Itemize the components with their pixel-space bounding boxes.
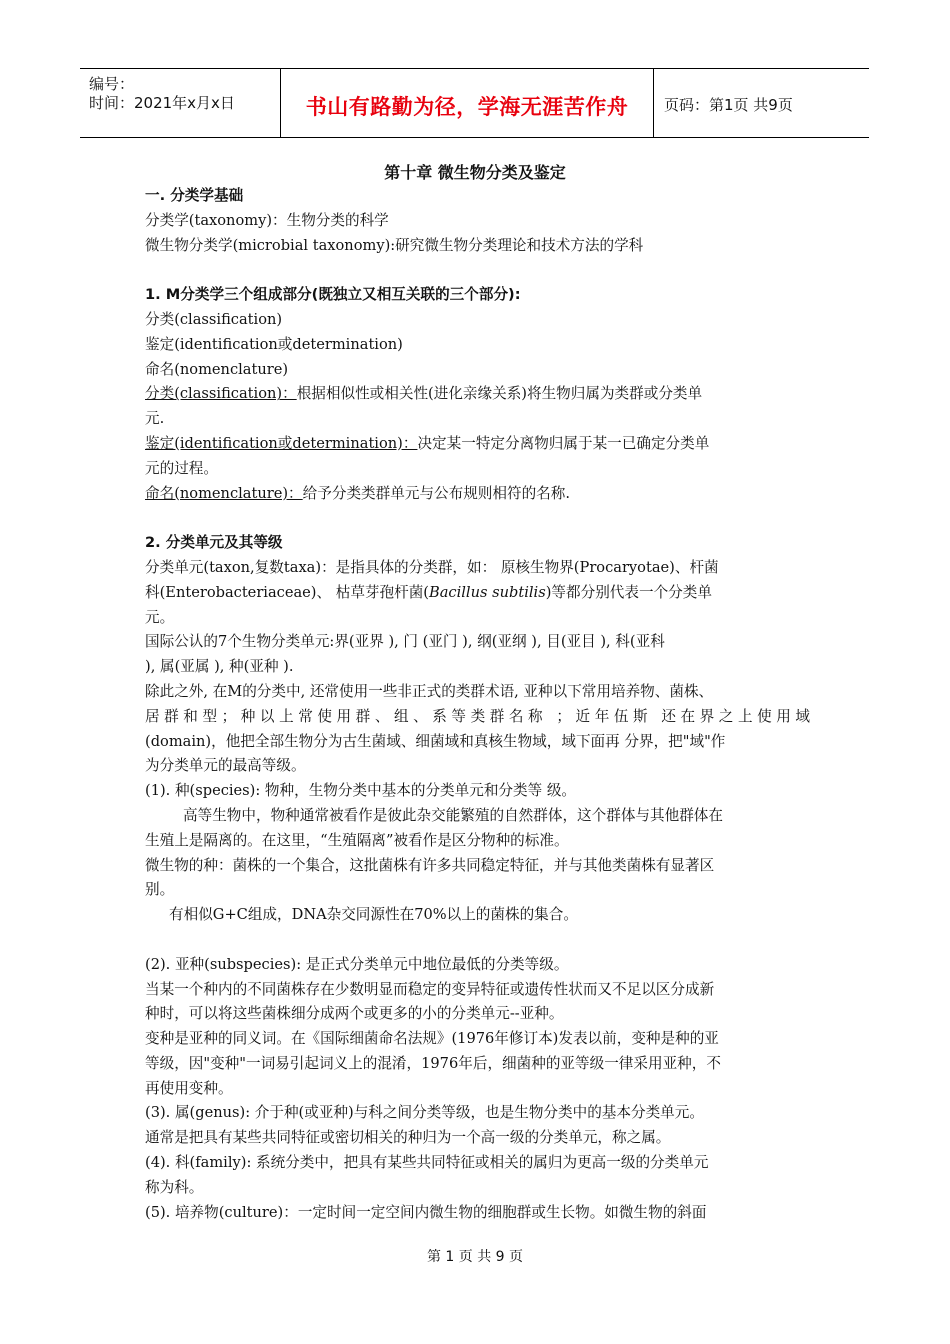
definition-text: 根据相似性或相关性(进化亲缘关系)将生物归属为类群或分类单 xyxy=(296,385,703,403)
page-number-label: 页码：第1页 共9页 xyxy=(664,96,793,114)
paragraph-line: 元的过程。 xyxy=(145,459,218,477)
page-header xyxy=(80,68,869,138)
section-heading: 一. 分类学基础 xyxy=(145,187,244,204)
paragraph-line: 为分类单元的最高等级。 xyxy=(145,757,306,775)
paragraph-line: 当某一个种内的不同菌株存在少数明显而稳定的变异特征或遗传性状而又不足以区分成新 xyxy=(145,980,715,998)
paragraph-line: (2). 亚种(subspecies): 是正式分类单元中地位最低的分类等级。 xyxy=(145,955,569,973)
paragraph-line: (5). 培养物(culture)：一定时间一定空间内微生物的细胞群或生长物。如微生物的斜面 xyxy=(145,1203,707,1221)
paragraph-line: 种时，可以将这些菌株细分成两个或更多的小的分类单元--亚种。 xyxy=(145,1005,564,1023)
subsection-heading: 2. 分类单元及其等级 xyxy=(145,534,283,552)
blank-line xyxy=(145,506,810,531)
paragraph-line: 除此之外, 在M的分类中, 还常使用一些非正式的类群术语, 亚种以下常用培养物、菌株、 xyxy=(145,682,714,700)
header-left-cell xyxy=(80,69,281,137)
paragraph-line: 称为科。 xyxy=(145,1178,204,1196)
chapter-title: 第十章 微生物分类及鉴定 xyxy=(384,163,566,182)
paragraph-line: 微生物分类学(microbial taxonomy):研究微生物分类理论和技术方法的学科 xyxy=(145,236,644,254)
paragraph-line: 生殖上是隔离的。在这里，“生殖隔离”被看作是区分物种的标准。 xyxy=(145,831,569,849)
header-right-cell xyxy=(654,69,869,137)
blank-line xyxy=(145,258,810,283)
paragraph-line: 再使用变种。 xyxy=(145,1079,233,1097)
paragraph-line: 通常是把具有某些共同特征或密切相关的种归为一个高一级的分类单元，称之属。 xyxy=(145,1129,671,1147)
paragraph-line: 居群和型；种以上常使用群、组、系等类群名称 ；近年伍斯 还在界之上使用域 xyxy=(145,707,810,725)
paragraph-line: (domain)，他把全部生物分为古生菌域、细菌域和真核生物域，域下面再 分界，把"域"作 xyxy=(145,732,726,750)
term-classification: 分类(classification)： xyxy=(145,385,297,403)
paragraph-line: (4). 科(family): 系统分类中，把具有某些共同特征或相关的属归为更高一级的分类单元 xyxy=(145,1154,709,1172)
paragraph-line: ), 属(亚属 ), 种(亚种 ). xyxy=(145,658,294,676)
paragraph-line xyxy=(145,581,810,606)
paragraph-line: 元。 xyxy=(145,608,175,626)
paragraph-line: 微生物的种：菌株的一个集合，这批菌株有许多共同稳定特征，并与其他类菌株有显著区 xyxy=(145,856,715,874)
paragraph-line: 命名(nomenclature) xyxy=(145,360,289,378)
subsection-heading: 1. M分类学三个组成部分(既独立又相互关联的三个部分): xyxy=(145,286,521,304)
paragraph-line: 高等生物中，物种通常被看作是彼此杂交能繁殖的自然群体，这个群体与其他群体在 xyxy=(183,806,723,824)
term-nomenclature: 命名(nomenclature)： xyxy=(145,484,303,502)
definition-line xyxy=(145,482,810,507)
paragraph-line: 等级，因"变种"一词易引起词义上的混淆，1976年后，细菌种的亚等级一律采用亚种，不 xyxy=(145,1054,721,1072)
page-footer: 第 1 页 共 9 页 xyxy=(426,1249,524,1265)
definition-line xyxy=(145,432,810,457)
definition-line xyxy=(145,382,810,407)
text-segment: 科(Enterobacteriaceae)、 枯草芽孢杆菌( xyxy=(145,583,429,601)
time-label: 时间：2021年x月x日 xyxy=(89,94,235,112)
species-name: Bacillus subtilis xyxy=(429,583,546,601)
paragraph-line: 变种是亚种的同义词。在《国际细菌命名法规》(1976年修订本)发表以前，变种是种的亚 xyxy=(145,1030,719,1048)
paragraph-line: 分类单元(taxon,复数taxa)：是指具体的分类群，如： 原核生物界(Procaryotae)、杆菌 xyxy=(145,558,719,576)
paragraph-line: 国际公认的7个生物分类单元:界(亚界 ), 门 (亚门 ), 纲(亚纲 ), 目(亚目 ), 科(亚科 xyxy=(145,633,665,651)
paragraph-line: 分类学(taxonomy)：生物分类的科学 xyxy=(145,211,389,229)
paragraph-line: 别。 xyxy=(145,881,175,899)
paragraph-line: 元. xyxy=(145,410,165,428)
document-body xyxy=(145,184,810,1225)
blank-line xyxy=(145,928,810,953)
paragraph-line: 有相似G+C组成，DNA杂交同源性在70%以上的菌株的集合。 xyxy=(169,906,578,924)
paragraph-line: 鉴定(identification或determination) xyxy=(145,335,403,353)
paragraph-line: (3). 属(genus): 介于种(或亚种)与科之间分类等级，也是生物分类中的基本分类单元。 xyxy=(145,1104,704,1122)
definition-text: 决定某一特定分离物归属于某一已确定分类单 xyxy=(417,434,710,452)
definition-text: 给予分类类群单元与公布规则相符的名称. xyxy=(302,484,570,502)
header-motto-cell xyxy=(281,69,654,137)
paragraph-line: (1). 种(species): 物种，生物分类中基本的分类单元和分类等 级。 xyxy=(145,782,577,800)
text-segment: )等都分别代表一个分类单 xyxy=(545,583,712,601)
term-identification: 鉴定(identification或determination)： xyxy=(145,434,418,452)
paragraph-line: 分类(classification) xyxy=(145,310,283,328)
motto: 书山有路勤为径，学海无涯苦作舟 xyxy=(305,95,629,119)
number-label: 编号： xyxy=(89,75,135,93)
